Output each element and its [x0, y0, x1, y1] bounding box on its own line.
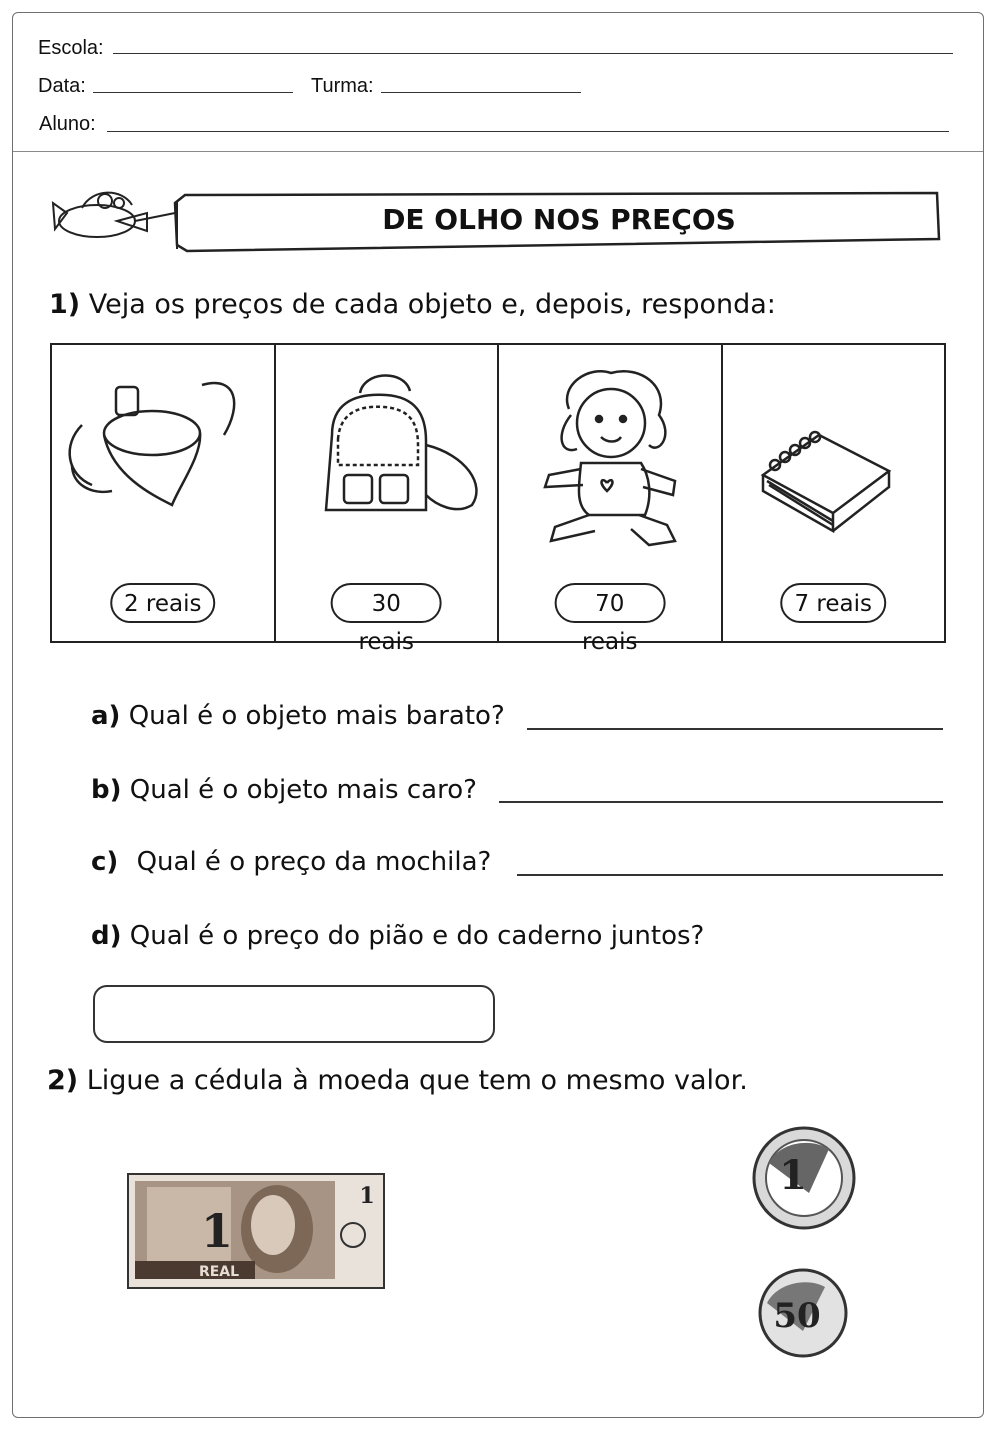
one-real-coin[interactable]	[749, 1123, 859, 1233]
student-field[interactable]	[107, 131, 949, 132]
price-tag: 30 reais	[331, 583, 442, 623]
subquestion-text: Qual é o objeto mais barato?	[128, 701, 505, 731]
worksheet-header	[13, 13, 983, 152]
question-1-prompt	[49, 289, 776, 320]
question-1-text: Veja os preços de cada objeto e, depois, responda:	[88, 289, 776, 320]
banknote-value: 1	[200, 1204, 234, 1258]
subquestion-c	[91, 847, 491, 877]
date-label: Data:	[38, 75, 86, 97]
worksheet-page	[12, 12, 984, 1418]
coin-value: 50	[773, 1296, 821, 1336]
subquestion-text: Qual é o preço da mochila?	[136, 847, 492, 877]
price-table	[50, 343, 946, 655]
class-label: Turma:	[311, 75, 374, 97]
question-2-text: Ligue a cédula à moeda que tem o mesmo valor.	[86, 1065, 748, 1096]
school-field[interactable]	[113, 53, 953, 54]
backpack-icon	[276, 345, 498, 575]
notebook-icon	[723, 345, 945, 575]
answer-line-b[interactable]	[499, 801, 943, 803]
fifty-cents-coin[interactable]	[755, 1265, 851, 1361]
subquestion-letter: c)	[91, 847, 119, 877]
price-tag: 7 reais	[780, 583, 886, 623]
class-field[interactable]	[381, 92, 581, 93]
date-field[interactable]	[93, 92, 293, 93]
coin-value: 1	[779, 1152, 807, 1199]
subquestion-a	[91, 701, 505, 731]
subquestion-letter: d)	[91, 921, 122, 951]
question-2-number: 2)	[47, 1065, 79, 1096]
spinning-top-icon	[52, 345, 274, 575]
price-tag: 2 reais	[110, 583, 216, 623]
question-1-number: 1)	[49, 289, 81, 320]
question-2-prompt	[47, 1065, 748, 1096]
answer-box-d[interactable]	[93, 985, 495, 1043]
subquestion-b	[91, 775, 477, 805]
one-real-banknote[interactable]	[127, 1173, 385, 1289]
item-cell-backpack	[276, 345, 500, 655]
school-label: Escola:	[38, 37, 104, 59]
subquestion-d	[91, 921, 704, 951]
banknote-word: REAL	[198, 1264, 240, 1280]
subquestion-text: Qual é o preço do pião e do caderno juntos?	[129, 921, 705, 951]
banknote-corner-value: 1	[359, 1183, 375, 1209]
banner-title: DE OLHO NOS PREÇOS	[382, 203, 736, 236]
price-tag: 70 reais	[554, 583, 665, 623]
item-cell-notebook	[723, 345, 945, 641]
item-cell-doll	[499, 345, 723, 655]
answer-line-c[interactable]	[517, 874, 943, 876]
subquestion-letter: b)	[91, 775, 122, 805]
subquestion-letter: a)	[91, 701, 121, 731]
airplane-icon	[53, 193, 175, 237]
student-label: Aluno:	[39, 113, 96, 135]
answer-line-a[interactable]	[527, 728, 943, 730]
doll-icon	[499, 345, 721, 575]
item-cell-spinning-top	[52, 345, 276, 641]
title-banner	[47, 173, 947, 263]
subquestion-text: Qual é o objeto mais caro?	[129, 775, 477, 805]
